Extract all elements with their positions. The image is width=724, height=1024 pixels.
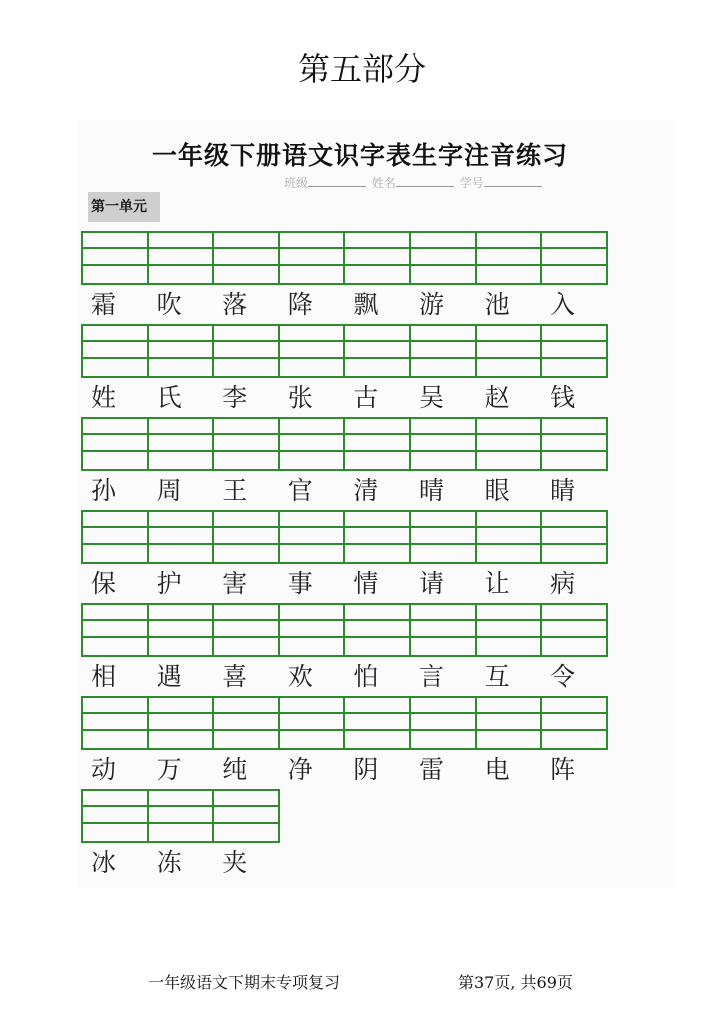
hanzi-character: 冰 bbox=[91, 848, 117, 877]
hanzi-character: 氏 bbox=[156, 383, 182, 412]
grid-line bbox=[477, 619, 541, 621]
grid-line bbox=[214, 340, 278, 342]
part-title: 第五部分 bbox=[297, 50, 426, 88]
pinyin-cell[interactable] bbox=[409, 417, 477, 471]
pinyin-cell[interactable] bbox=[475, 231, 543, 285]
grid-line bbox=[280, 636, 344, 638]
pinyin-cell[interactable] bbox=[147, 231, 215, 285]
grid-line bbox=[83, 340, 147, 342]
grid-line bbox=[477, 264, 541, 266]
pinyin-cell[interactable] bbox=[343, 417, 411, 471]
grid-line bbox=[149, 264, 213, 266]
grid-line bbox=[214, 450, 278, 452]
grid-line bbox=[345, 450, 409, 452]
hanzi-character: 吹 bbox=[156, 290, 182, 319]
grid-line bbox=[345, 433, 409, 435]
student-id-field-blank[interactable] bbox=[484, 174, 542, 187]
grid-line bbox=[280, 450, 344, 452]
grid-line bbox=[411, 619, 475, 621]
pinyin-cell[interactable] bbox=[212, 603, 280, 657]
grid-line bbox=[345, 264, 409, 266]
hanzi-character: 孙 bbox=[91, 476, 117, 505]
pinyin-cell[interactable] bbox=[409, 324, 477, 378]
pinyin-cell[interactable] bbox=[147, 417, 215, 471]
grid-line bbox=[542, 729, 606, 731]
grid-line bbox=[411, 729, 475, 731]
pinyin-cell[interactable] bbox=[147, 510, 215, 564]
grid-line bbox=[345, 340, 409, 342]
pinyin-cell[interactable] bbox=[278, 603, 346, 657]
pinyin-cell[interactable] bbox=[212, 696, 280, 750]
pinyin-cell[interactable] bbox=[475, 417, 543, 471]
hanzi-row bbox=[81, 750, 606, 788]
grid-line bbox=[149, 543, 213, 545]
grid-line bbox=[83, 543, 147, 545]
pinyin-cell[interactable] bbox=[278, 417, 346, 471]
hanzi-character: 保 bbox=[91, 569, 117, 598]
class-field-label: 班级 bbox=[284, 176, 309, 190]
grid-line bbox=[280, 526, 344, 528]
hanzi-character: 情 bbox=[353, 569, 379, 598]
pinyin-grid bbox=[81, 231, 606, 285]
grid-line bbox=[411, 450, 475, 452]
grid-line bbox=[345, 247, 409, 249]
pinyin-cell[interactable] bbox=[278, 696, 346, 750]
hanzi-character: 事 bbox=[287, 569, 313, 598]
practice-row bbox=[81, 231, 606, 324]
practice-row bbox=[81, 510, 606, 603]
pinyin-cell[interactable] bbox=[475, 603, 543, 657]
grid-line bbox=[411, 433, 475, 435]
grid-line bbox=[214, 805, 278, 807]
practice-row bbox=[81, 603, 606, 696]
pinyin-cell[interactable] bbox=[278, 510, 346, 564]
hanzi-character: 周 bbox=[156, 476, 182, 505]
hanzi-character: 雷 bbox=[418, 755, 444, 784]
pinyin-cell[interactable] bbox=[81, 417, 149, 471]
pinyin-cell[interactable] bbox=[475, 510, 543, 564]
hanzi-character: 病 bbox=[550, 569, 576, 598]
footer-course: 一年级语文下期末专项复习 bbox=[148, 973, 341, 992]
grid-line bbox=[542, 357, 606, 359]
grid-line bbox=[345, 357, 409, 359]
grid-line bbox=[83, 619, 147, 621]
grid-line bbox=[411, 636, 475, 638]
practice-row bbox=[81, 417, 606, 510]
worksheet-title: 一年级下册语文识字表生字注音练习 bbox=[151, 141, 568, 170]
pinyin-grid bbox=[81, 324, 606, 378]
pinyin-cell[interactable] bbox=[343, 324, 411, 378]
pinyin-cell[interactable] bbox=[343, 231, 411, 285]
pinyin-cell[interactable] bbox=[147, 324, 215, 378]
pinyin-grid bbox=[81, 696, 606, 750]
grid-line bbox=[83, 822, 147, 824]
pinyin-cell[interactable] bbox=[81, 603, 149, 657]
grid-line bbox=[214, 526, 278, 528]
pinyin-cell[interactable] bbox=[81, 789, 149, 843]
hanzi-character: 遇 bbox=[156, 662, 182, 691]
hanzi-character: 王 bbox=[222, 476, 248, 505]
grid-line bbox=[411, 526, 475, 528]
pinyin-cell[interactable] bbox=[540, 603, 608, 657]
hanzi-character: 眼 bbox=[484, 476, 510, 505]
grid-line bbox=[345, 712, 409, 714]
pinyin-cell[interactable] bbox=[212, 789, 280, 843]
hanzi-row bbox=[81, 378, 606, 416]
pinyin-cell[interactable] bbox=[147, 696, 215, 750]
hanzi-character: 阵 bbox=[550, 755, 576, 784]
hanzi-character: 净 bbox=[287, 755, 313, 784]
pinyin-cell[interactable] bbox=[212, 417, 280, 471]
grid-line bbox=[411, 247, 475, 249]
hanzi-character: 入 bbox=[550, 290, 576, 319]
grid-line bbox=[477, 340, 541, 342]
grid-line bbox=[477, 433, 541, 435]
hanzi-row bbox=[81, 285, 606, 323]
pinyin-cell[interactable] bbox=[540, 510, 608, 564]
student-info-line bbox=[284, 174, 544, 191]
grid-line bbox=[149, 729, 213, 731]
grid-line bbox=[83, 264, 147, 266]
hanzi-row bbox=[81, 564, 606, 602]
pinyin-cell[interactable] bbox=[540, 417, 608, 471]
hanzi-character: 赵 bbox=[484, 383, 510, 412]
grid-line bbox=[280, 619, 344, 621]
pinyin-cell[interactable] bbox=[409, 231, 477, 285]
grid-line bbox=[214, 636, 278, 638]
grid-line bbox=[477, 526, 541, 528]
grid-line bbox=[477, 450, 541, 452]
hanzi-character: 夹 bbox=[222, 848, 248, 877]
hanzi-character: 吴 bbox=[418, 383, 444, 412]
pinyin-cell[interactable] bbox=[212, 510, 280, 564]
pinyin-cell[interactable] bbox=[540, 696, 608, 750]
pinyin-cell[interactable] bbox=[278, 231, 346, 285]
footer-page-number: 第37页, 共69页 bbox=[458, 973, 573, 992]
grid-line bbox=[542, 433, 606, 435]
hanzi-character: 相 bbox=[91, 662, 117, 691]
grid-line bbox=[280, 247, 344, 249]
hanzi-character: 让 bbox=[484, 569, 510, 598]
grid-line bbox=[214, 357, 278, 359]
pinyin-grid bbox=[81, 603, 606, 657]
grid-line bbox=[214, 433, 278, 435]
grid-line bbox=[149, 636, 213, 638]
pinyin-cell[interactable] bbox=[81, 231, 149, 285]
hanzi-character: 阴 bbox=[353, 755, 379, 784]
grid-line bbox=[149, 247, 213, 249]
grid-line bbox=[477, 729, 541, 731]
grid-line bbox=[542, 450, 606, 452]
hanzi-character: 古 bbox=[353, 383, 379, 412]
grid-line bbox=[149, 433, 213, 435]
grid-line bbox=[149, 712, 213, 714]
hanzi-character: 冻 bbox=[156, 848, 182, 877]
pinyin-cell[interactable] bbox=[278, 324, 346, 378]
grid-line bbox=[542, 543, 606, 545]
pinyin-cell[interactable] bbox=[147, 603, 215, 657]
pinyin-cell[interactable] bbox=[475, 324, 543, 378]
grid-line bbox=[214, 543, 278, 545]
student-id-field-label: 学号 bbox=[459, 176, 484, 190]
grid-line bbox=[411, 712, 475, 714]
grid-line bbox=[411, 264, 475, 266]
grid-line bbox=[280, 543, 344, 545]
hanzi-character: 纯 bbox=[222, 755, 248, 784]
pinyin-cell[interactable] bbox=[147, 789, 215, 843]
grid-line bbox=[83, 357, 147, 359]
grid-line bbox=[411, 340, 475, 342]
practice-rows bbox=[81, 231, 606, 882]
pinyin-cell[interactable] bbox=[343, 696, 411, 750]
hanzi-row bbox=[81, 843, 606, 881]
grid-line bbox=[83, 636, 147, 638]
hanzi-character: 喜 bbox=[222, 662, 248, 691]
hanzi-character: 霜 bbox=[91, 290, 117, 319]
practice-row bbox=[81, 789, 606, 882]
grid-line bbox=[542, 526, 606, 528]
grid-line bbox=[542, 712, 606, 714]
grid-line bbox=[542, 264, 606, 266]
grid-line bbox=[345, 543, 409, 545]
grid-line bbox=[214, 712, 278, 714]
grid-line bbox=[149, 526, 213, 528]
pinyin-grid bbox=[81, 789, 606, 843]
grid-line bbox=[149, 805, 213, 807]
grid-line bbox=[345, 619, 409, 621]
hanzi-character: 动 bbox=[91, 755, 117, 784]
grid-line bbox=[83, 729, 147, 731]
name-field-blank[interactable] bbox=[396, 174, 454, 187]
grid-line bbox=[214, 729, 278, 731]
grid-line bbox=[345, 729, 409, 731]
hanzi-row bbox=[81, 657, 606, 695]
grid-line bbox=[477, 247, 541, 249]
grid-line bbox=[280, 433, 344, 435]
pinyin-cell[interactable] bbox=[343, 510, 411, 564]
grid-line bbox=[477, 712, 541, 714]
hanzi-character: 请 bbox=[418, 569, 444, 598]
grid-line bbox=[83, 433, 147, 435]
grid-line bbox=[83, 712, 147, 714]
grid-line bbox=[542, 619, 606, 621]
pinyin-cell[interactable] bbox=[212, 231, 280, 285]
hanzi-character: 言 bbox=[418, 662, 444, 691]
grid-line bbox=[280, 357, 344, 359]
pinyin-cell[interactable] bbox=[540, 324, 608, 378]
grid-line bbox=[83, 450, 147, 452]
grid-line bbox=[149, 340, 213, 342]
grid-line bbox=[83, 805, 147, 807]
hanzi-character: 万 bbox=[156, 755, 182, 784]
hanzi-character: 护 bbox=[156, 569, 182, 598]
grid-line bbox=[149, 822, 213, 824]
grid-line bbox=[280, 340, 344, 342]
pinyin-cell[interactable] bbox=[409, 510, 477, 564]
hanzi-character: 害 bbox=[222, 569, 248, 598]
grid-line bbox=[214, 619, 278, 621]
grid-line bbox=[345, 636, 409, 638]
grid-line bbox=[411, 357, 475, 359]
grid-line bbox=[214, 264, 278, 266]
pinyin-cell[interactable] bbox=[81, 324, 149, 378]
grid-line bbox=[280, 729, 344, 731]
grid-line bbox=[83, 247, 147, 249]
grid-line bbox=[477, 636, 541, 638]
practice-row bbox=[81, 696, 606, 789]
grid-line bbox=[477, 543, 541, 545]
hanzi-character: 飘 bbox=[353, 290, 379, 319]
grid-line bbox=[542, 247, 606, 249]
hanzi-character: 李 bbox=[222, 383, 248, 412]
hanzi-row bbox=[81, 471, 606, 509]
pinyin-grid bbox=[81, 417, 606, 471]
pinyin-cell[interactable] bbox=[212, 324, 280, 378]
hanzi-character: 游 bbox=[418, 290, 444, 319]
hanzi-character: 令 bbox=[550, 662, 576, 691]
hanzi-character: 电 bbox=[484, 755, 510, 784]
pinyin-grid bbox=[81, 510, 606, 564]
name-field-label: 姓名 bbox=[371, 176, 396, 190]
hanzi-character: 清 bbox=[353, 476, 379, 505]
hanzi-character: 互 bbox=[484, 662, 510, 691]
grid-line bbox=[280, 264, 344, 266]
hanzi-character: 落 bbox=[222, 290, 248, 319]
hanzi-character: 官 bbox=[287, 476, 313, 505]
hanzi-character: 姓 bbox=[91, 383, 117, 412]
class-field-blank[interactable] bbox=[308, 174, 366, 187]
grid-line bbox=[214, 247, 278, 249]
pinyin-cell[interactable] bbox=[540, 231, 608, 285]
pinyin-cell[interactable] bbox=[81, 510, 149, 564]
hanzi-character: 张 bbox=[287, 383, 313, 412]
grid-line bbox=[214, 822, 278, 824]
pinyin-cell[interactable] bbox=[409, 603, 477, 657]
practice-row bbox=[81, 324, 606, 417]
grid-line bbox=[542, 636, 606, 638]
grid-line bbox=[411, 543, 475, 545]
hanzi-character: 晴 bbox=[418, 476, 444, 505]
hanzi-character: 欢 bbox=[287, 662, 313, 691]
grid-line bbox=[345, 526, 409, 528]
pinyin-cell[interactable] bbox=[409, 696, 477, 750]
grid-line bbox=[477, 357, 541, 359]
hanzi-character: 睛 bbox=[550, 476, 576, 505]
pinyin-cell[interactable] bbox=[343, 603, 411, 657]
hanzi-character: 降 bbox=[287, 290, 313, 319]
grid-line bbox=[149, 357, 213, 359]
grid-line bbox=[83, 526, 147, 528]
grid-line bbox=[542, 340, 606, 342]
pinyin-cell[interactable] bbox=[81, 696, 149, 750]
pinyin-cell[interactable] bbox=[475, 696, 543, 750]
hanzi-character: 池 bbox=[484, 290, 510, 319]
grid-line bbox=[280, 712, 344, 714]
hanzi-character: 钱 bbox=[550, 383, 576, 412]
grid-line bbox=[149, 450, 213, 452]
unit-label: 第一单元 bbox=[88, 192, 160, 222]
hanzi-character: 怕 bbox=[353, 662, 379, 691]
grid-line bbox=[149, 619, 213, 621]
